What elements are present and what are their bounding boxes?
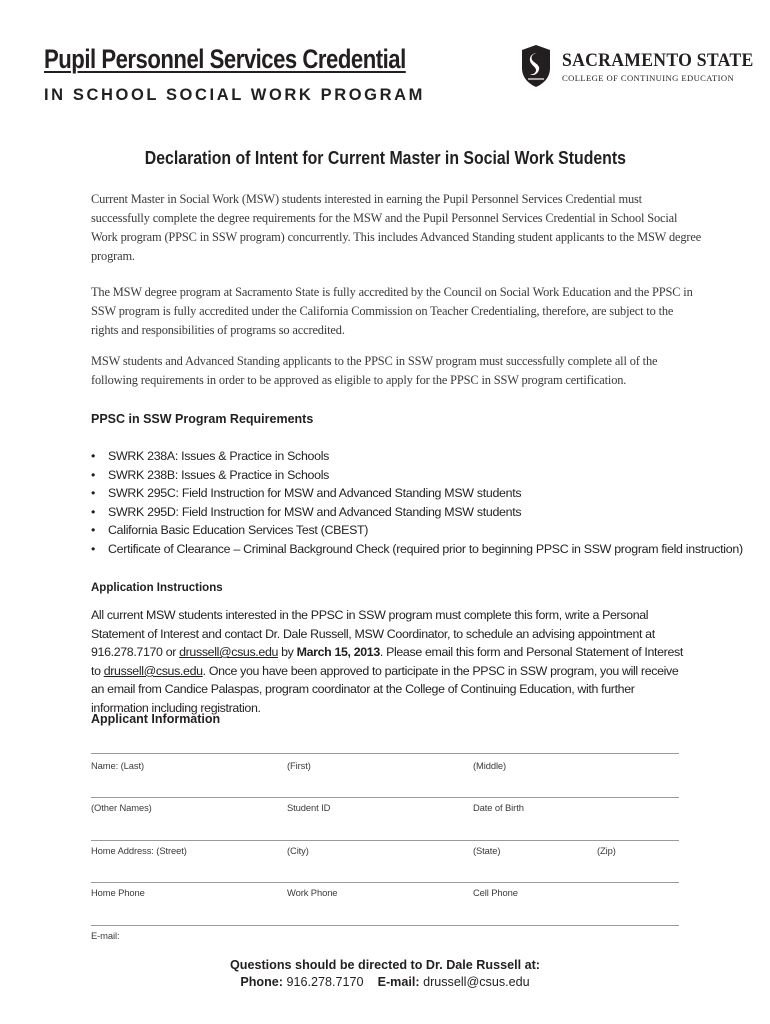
name-input-line[interactable] [91, 753, 679, 754]
list-item: • SWRK 295D: Field Instruction for MSW and Advanced Standing MSW students [91, 503, 743, 522]
address-street-label: Home Address: (Street) [91, 845, 187, 856]
list-item: • SWRK 295C: Field Instruction for MSW and Advanced Standing MSW students [91, 484, 743, 503]
phone-input-line[interactable] [91, 882, 679, 883]
other-names-input-line[interactable] [91, 797, 679, 798]
address-zip-label: (Zip) [597, 845, 616, 856]
logo-name: SACRAMENTO STATE [562, 50, 754, 71]
instructions-heading: Application Instructions [91, 582, 223, 594]
accreditation-paragraph: The MSW degree program at Sacramento State is fully accredited by the Council on Social Work Education and the PPSC in SSW program is fully accredited under the California Commission on Teacher Credentialing, therefore, are subject to the rights and responsibilities of programs so accredited. [91, 285, 693, 337]
contact-email[interactable]: drussell@csus.edu [423, 975, 530, 989]
logo-subtitle: COLLEGE OF CONTINUING EDUCATION [562, 73, 735, 83]
email-label-footer: E-mail: [377, 975, 420, 989]
requirements-heading: PPSC in SSW Program Requirements [91, 412, 314, 426]
email-label: E-mail: [91, 930, 120, 941]
requirements-list [91, 447, 743, 559]
page-title: Pupil Personnel Services Credential [44, 44, 406, 74]
sac-state-logo [520, 44, 754, 88]
other-names-label: (Other Names) [91, 802, 152, 813]
cell-phone-label: Cell Phone [473, 887, 518, 898]
contact-question: Questions should be directed to Dr. Dale Russell at: [229, 958, 540, 972]
declaration-title: Declaration of Intent for Current Master in Social Work Students [144, 148, 626, 168]
address-city-label: (City) [287, 845, 309, 856]
sac-state-hornet-icon [520, 44, 552, 88]
eligibility-paragraph: MSW students and Advanced Standing applicants to the PPSC in SSW program must successfully complete all of the following requirements in order to be approved as eligible to apply for the PPSC in SSW program certification. [91, 354, 658, 387]
instructions-paragraph: All current MSW students interested in the PPSC in SSW program must complete this form, write a Personal Statement of Interest and contact Dr. Dale Russell, MSW Coordinator, to schedule an advising appointment at 916.278.7170 or drussell@csus.edu by March 15, 2013. Please email this form and Personal Statement of Interest to drussell@csus.edu. Once you have been approved to participate in the PPSC in SSW program, you will receive an email from Candice Palaspas, program coordinator at the College of Continuing Education, with further information including registration. [91, 608, 683, 715]
student-id-label: Student ID [287, 802, 331, 813]
contact-phone: 916.278.7170 [286, 975, 364, 989]
work-phone-label: Work Phone [287, 887, 338, 898]
contact-details [0, 975, 770, 989]
phone-label: Phone: [240, 975, 284, 989]
date-of-birth-label: Date of Birth [473, 802, 524, 813]
submission-email-link[interactable]: drussell@csus.edu [103, 663, 203, 678]
deadline-date: March 15, 2013 [296, 645, 380, 660]
list-item: • SWRK 238A: Issues & Practice in Schools [91, 447, 743, 466]
list-item: • SWRK 238B: Issues & Practice in Schools [91, 466, 743, 485]
list-item: • Certificate of Clearance – Criminal Background Check (required prior to beginning PPSC in SSW program field instruction) [91, 540, 743, 559]
address-input-line[interactable] [91, 840, 679, 841]
applicant-heading: Applicant Information [91, 712, 221, 726]
name-last-label: Name: (Last) [91, 760, 144, 771]
list-item: • California Basic Education Services Test (CBEST) [91, 521, 743, 540]
email-input-line[interactable] [91, 925, 679, 926]
home-phone-label: Home Phone [91, 887, 145, 898]
address-state-label: (State) [473, 845, 501, 856]
name-middle-label: (Middle) [473, 760, 507, 771]
program-subtitle: IN SCHOOL SOCIAL WORK PROGRAM [44, 86, 425, 104]
intro-paragraph: Current Master in Social Work (MSW) students interested in earning the Pupil Personnel Services Credential must successfully complete the degree requirements for the MSW and the Pupil Personnel Services Credential in School Social Work program (PPSC in SSW program) concurrently. This includes Advanced Standing student applicants to the MSW degree program. [91, 192, 702, 263]
name-first-label: (First) [287, 760, 311, 771]
coordinator-email-link[interactable]: drussell@csus.edu [179, 645, 279, 660]
